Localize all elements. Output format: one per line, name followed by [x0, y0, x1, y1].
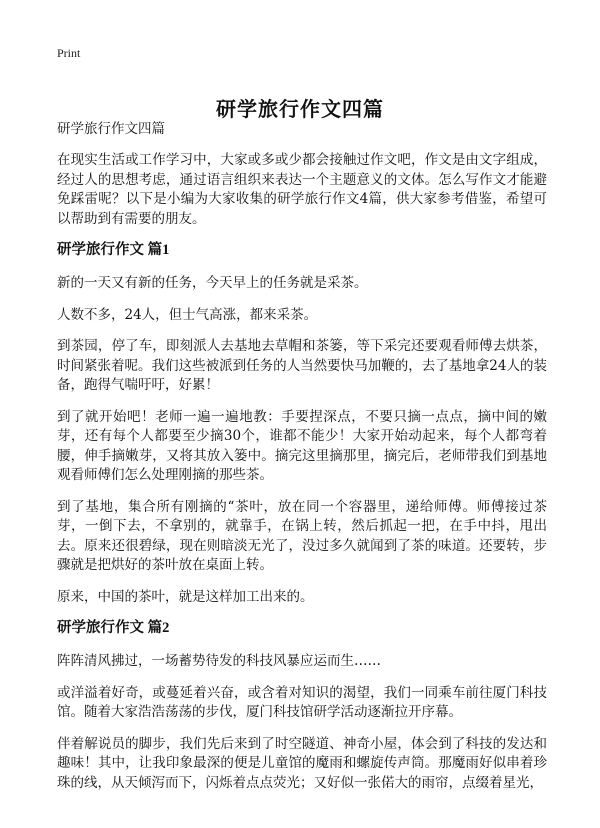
section-heading-2: 研学旅行作文 篇2 [57, 620, 170, 636]
section-1-paragraph: 人数不多，24人，但士气高涨，都来采茶。 [57, 306, 318, 323]
intro-paragraph: 在现实生活或工作学习中，大家或多或少都会接触过作文吧，作文是由文字组成，经过人的思想考虑，通过语言组织来表达一个主题意义的文体。怎么写作文才能避免踩雷呢？以下是小编为大家收集的研学旅行作文4篇，供大家参考借鉴，希望可以帮助到有需要的朋友。 [57, 152, 547, 227]
section-1-paragraph: 到了基地，集合所有刚摘的“茶叶，放在同一个容器里，递给师傅。师傅接过茶芽，一倒下去，不拿别的，就靠手，在锅上转，然后抓起一把，在手中抖，甩出去。原来还很碧绿，现在则暗淡无光了，没过多久就闻到了茶的味道。还要转，步骤就是把烘好的茶叶放在桌面上转。 [57, 498, 547, 573]
section-heading-1: 研学旅行作文 篇1 [57, 242, 170, 258]
section-1-paragraph: 到茶园，停了车，即刻派人去基地去草帽和茶篓，等下采完还要观看师傅去烘茶，时间紧张着呢。我们这些被派到任务的人当然要快马加鞭的，去了基地拿24人的装备，跑得气喘吁吁，好累！ [57, 338, 547, 393]
print-link[interactable]: Print [57, 46, 81, 60]
section-1-paragraph: 到了就开始吧！老师一遍一遍地教：手要捏深点，不要只摘一点点，摘中间的嫩芽，还有每个人都要至少摘30个，谁都不能少！大家开始动起来，每个人都弯着腰，伸手摘嫩芽，又将其放入篓中。摘完这里摘那里，摘完后，老师带我们到基地观看师傅们怎么处理刚摘的那些茶。 [57, 408, 547, 483]
section-2-paragraph: 或洋溢着好奇，或蔓延着兴奋，或含着对知识的渴望，我们一同乘车前往厦门科技馆。随着大家浩浩荡荡的步伐，厦门科技馆研学活动逐渐拉开序幕。 [57, 684, 547, 720]
section-2-paragraph: 阵阵清风拂过，一场蓄势待发的科技风暴应运而生…… [57, 653, 381, 669]
section-2-paragraph: 伴着解说员的脚步，我们先后来到了时空隧道、神奇小屋，体会到了科技的发达和趣味！其中，让我印象最深的便是儿童馆的魔雨和螺旋传声筒。那魔雨好似串着珍珠的线，从天倾泻而下，闪烁着点点荧光；又好似一张偌大的雨帘，点缀着星光， [57, 735, 547, 791]
section-1-paragraph: 新的一天又有新的任务，今天早上的任务就是采茶。 [57, 275, 368, 291]
document-subtitle: 研学旅行作文四篇 [57, 121, 165, 137]
document-body [57, 120, 547, 805]
page-title: 研学旅行作文四篇 [216, 97, 384, 122]
section-1-paragraph: 原来，中国的茶叶，就是这样加工出来的。 [57, 588, 314, 605]
